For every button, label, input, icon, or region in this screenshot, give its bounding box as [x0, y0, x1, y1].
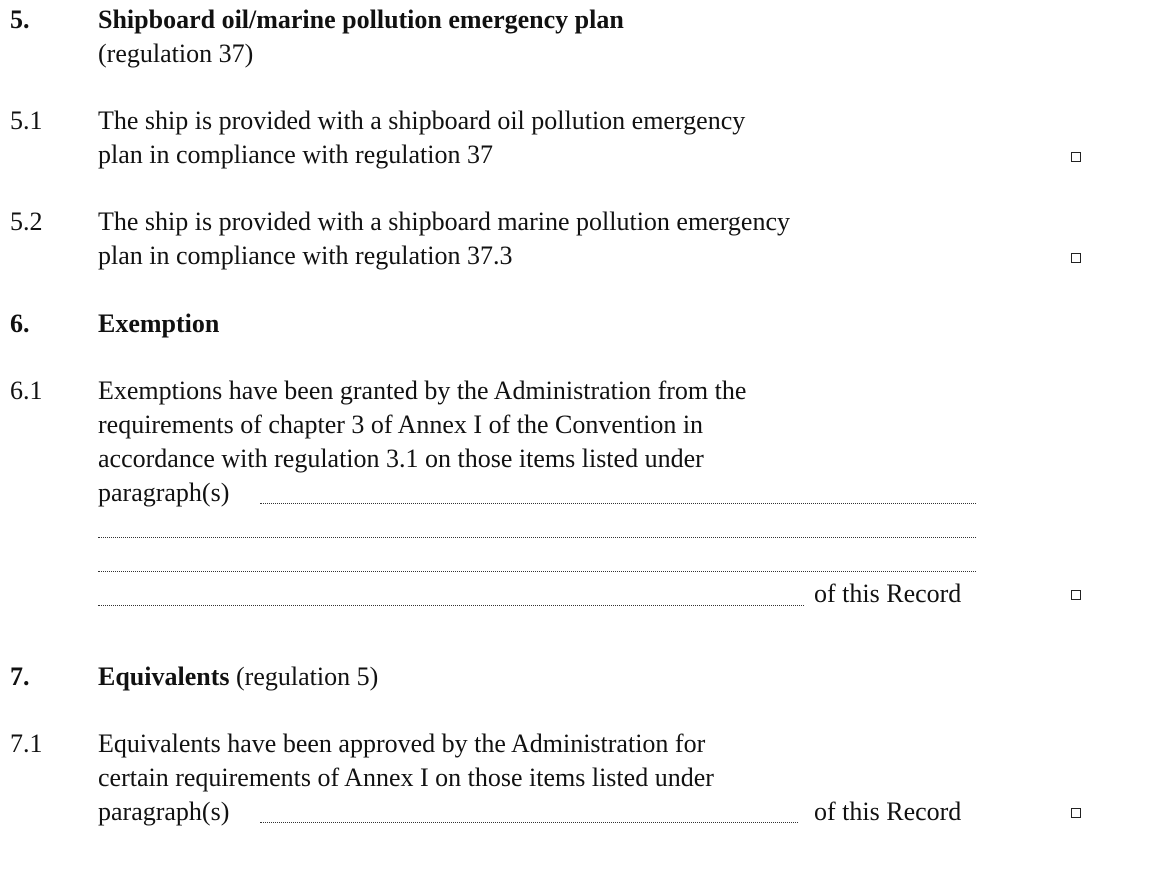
section-7-heading: [98, 660, 378, 694]
section-7-subtitle: (regulation 5): [236, 662, 379, 691]
item-6-1-line-1: Exemptions have been granted by the Administration from the: [98, 376, 747, 405]
item-6-1-line-4: paragraph(s): [98, 478, 230, 507]
item-6-1-line-3: accordance with regulation 3.1 on those items listed under: [98, 444, 704, 473]
item-5-1-line-2: plan in compliance with regulation 37: [98, 140, 493, 169]
item-6-1-fill-line-2[interactable]: [98, 537, 976, 538]
item-7-1-suffix: of this Record: [814, 797, 962, 826]
item-5-2-number: 5.2: [10, 207, 43, 236]
item-6-1-number: 6.1: [10, 376, 43, 405]
section-5-number: 5.: [10, 5, 30, 34]
section-5-title: Shipboard oil/marine pollution emergency plan: [98, 5, 624, 34]
item-6-1-fill-line-3[interactable]: [98, 571, 976, 572]
item-7-1-line-3: paragraph(s): [98, 797, 230, 826]
item-6-1-suffix: of this Record: [814, 579, 962, 608]
section-5-subtitle: (regulation 37): [98, 39, 254, 68]
item-5-2-line-2: plan in compliance with regulation 37.3: [98, 241, 513, 270]
item-6-1-fill-line-1[interactable]: [260, 503, 976, 504]
item-5-1-checkbox[interactable]: [1071, 152, 1081, 162]
item-5-2-checkbox[interactable]: [1071, 253, 1081, 263]
item-7-1-line-2: certain requirements of Annex I on those items listed under: [98, 763, 714, 792]
section-7-title: Equivalents: [98, 662, 230, 691]
item-5-1-number: 5.1: [10, 106, 43, 135]
item-7-1-line-1: Equivalents have been approved by the Administration for: [98, 729, 706, 758]
item-5-2-line-1: The ship is provided with a shipboard marine pollution emergency: [98, 207, 790, 236]
item-6-1-checkbox[interactable]: [1071, 590, 1081, 600]
item-7-1-fill-line[interactable]: [260, 822, 798, 823]
section-6-title: Exemption: [98, 309, 220, 338]
item-7-1-number: 7.1: [10, 729, 43, 758]
item-7-1-checkbox[interactable]: [1071, 808, 1081, 818]
section-6-number: 6.: [10, 309, 30, 338]
section-7-number: 7.: [10, 662, 30, 691]
item-5-1-line-1: The ship is provided with a shipboard oil pollution emergency: [98, 106, 746, 135]
item-6-1-line-2: requirements of chapter 3 of Annex I of the Convention in: [98, 410, 704, 439]
item-6-1-fill-line-4[interactable]: [98, 605, 804, 606]
